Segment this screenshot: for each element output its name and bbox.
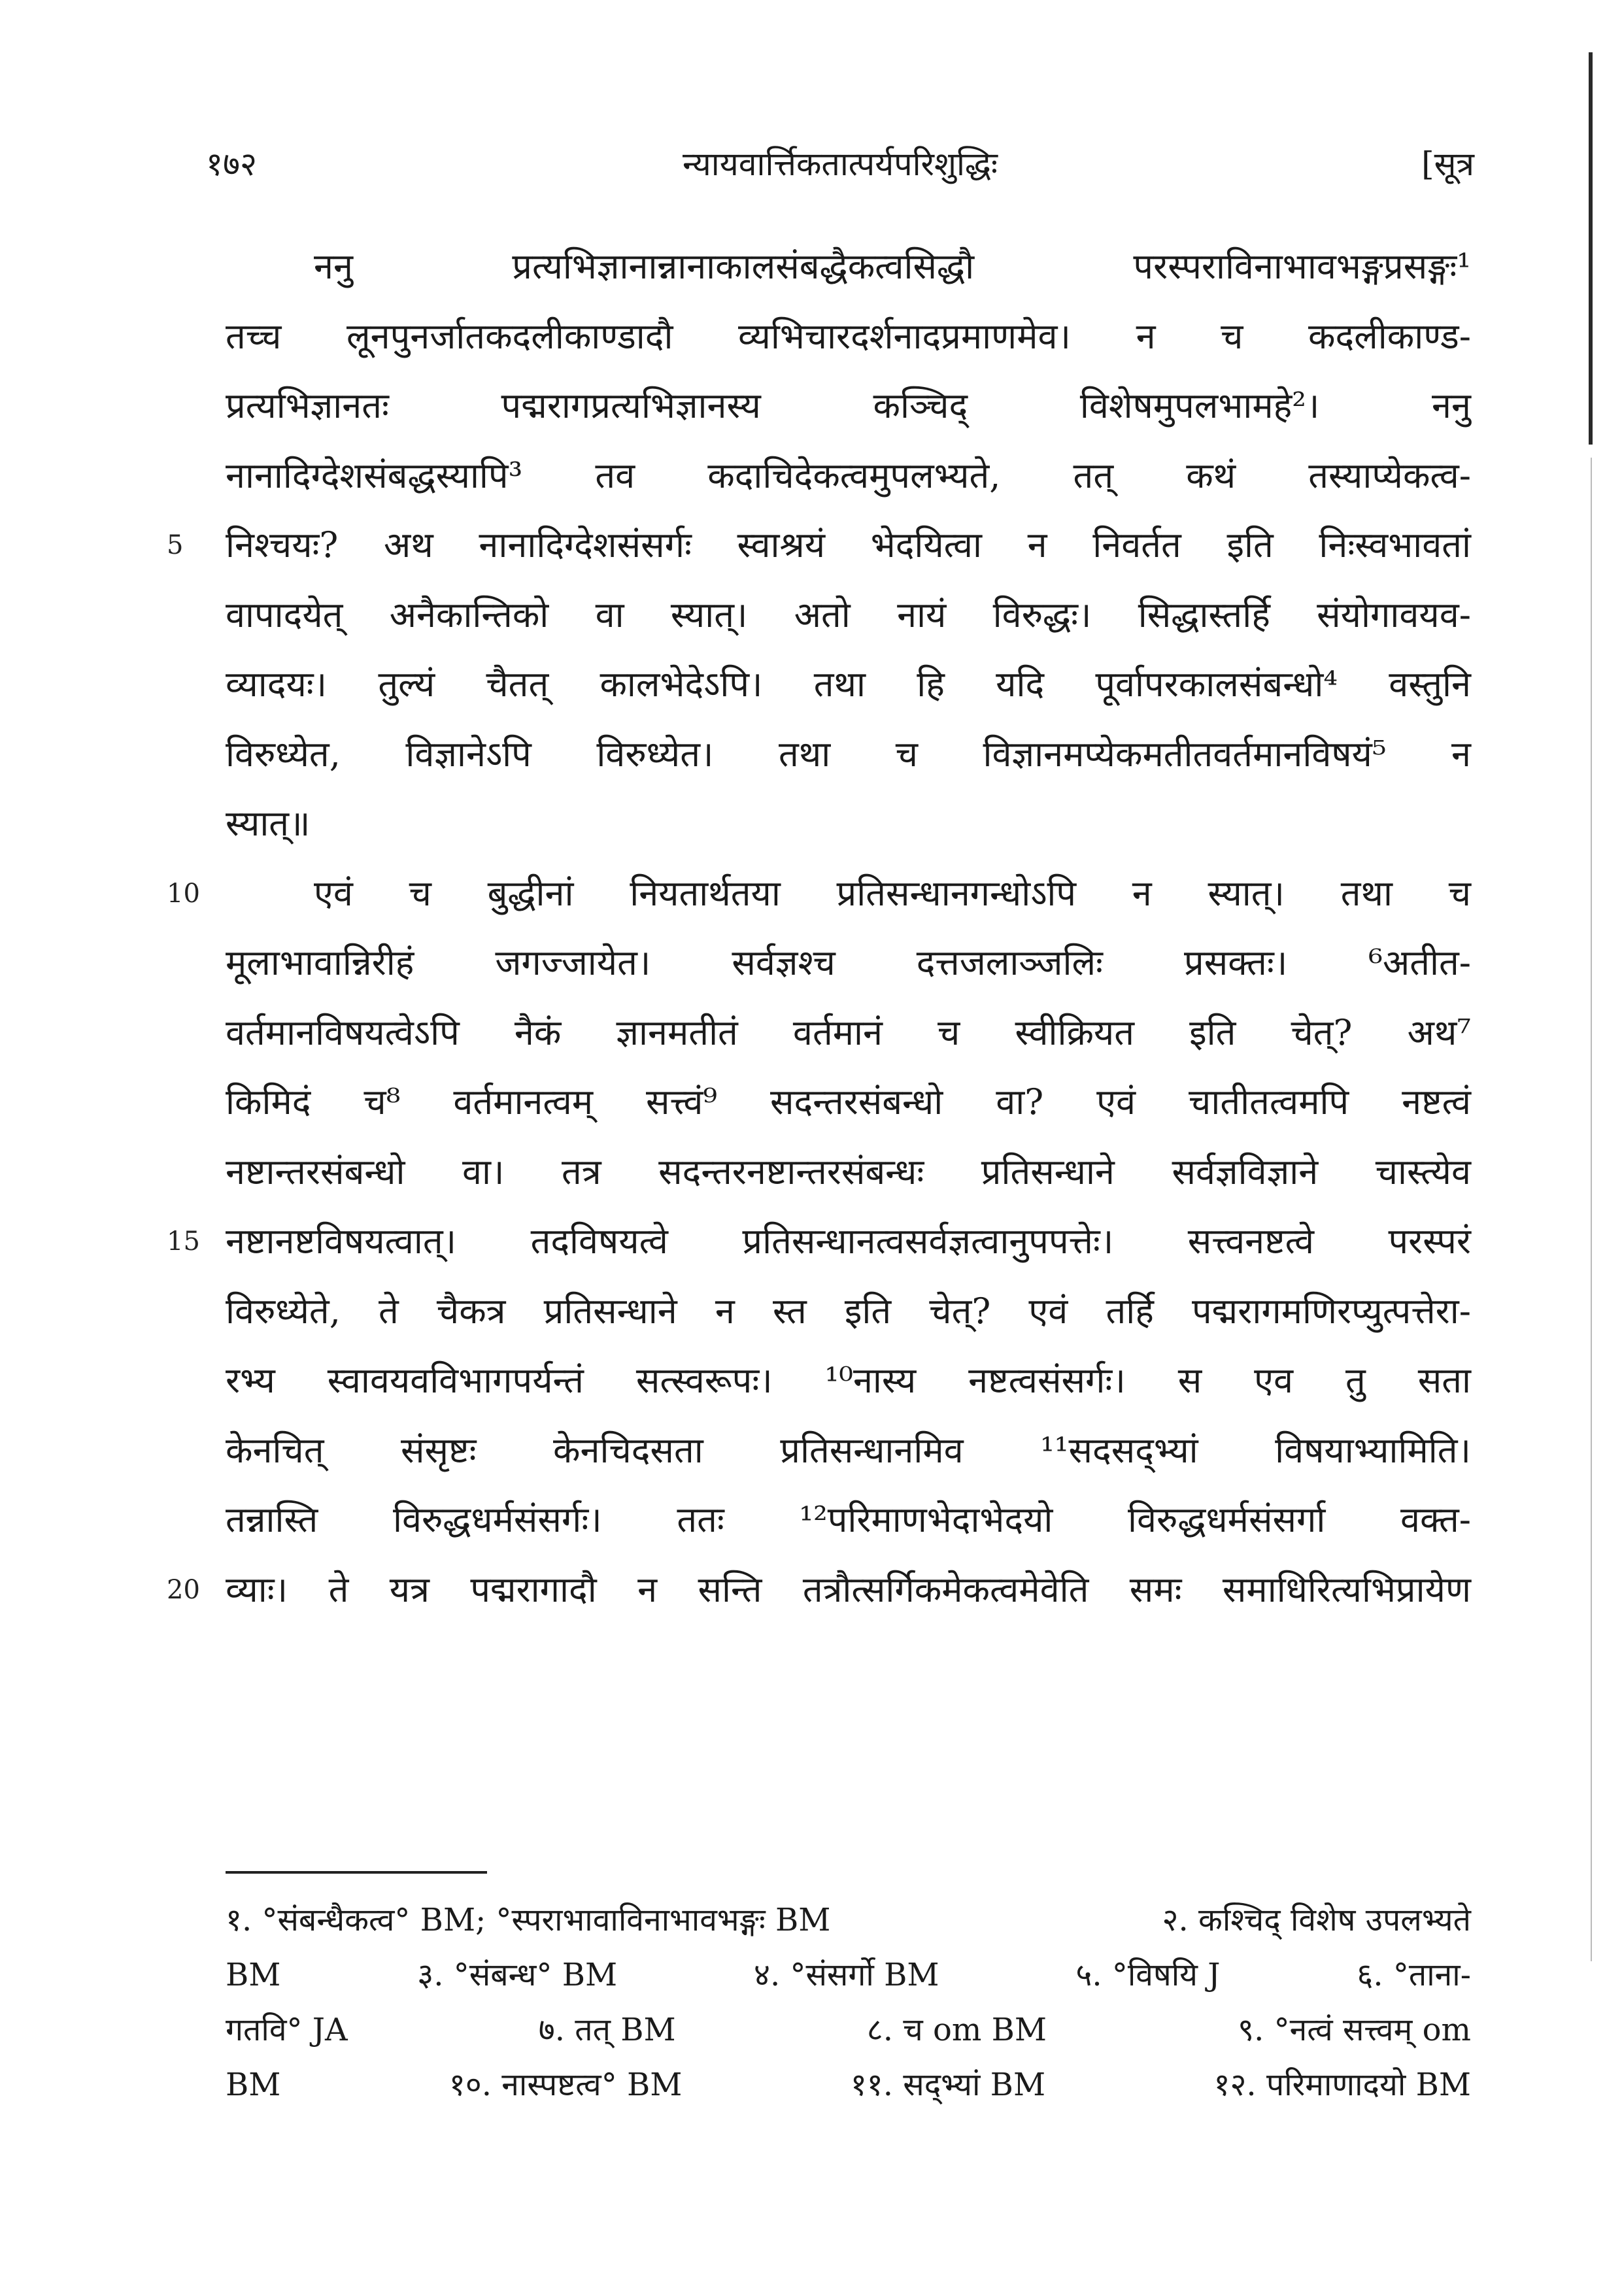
page-edge-shadow	[1591, 458, 1592, 1961]
line-number: 5	[167, 530, 184, 560]
text-line	[226, 302, 1471, 372]
footnote-entry: १. °संबन्धैकत्व° BM; °स्पराभावाविनाभावभङ्गः BM	[226, 1902, 831, 1938]
text-line	[226, 1416, 1471, 1486]
text-line	[226, 581, 1471, 650]
line-text: व्याः। ते यत्र पद्मरागादौ न सन्ति तत्रौत्सर्गिकमेकत्वमेवेति समः समाधिरित्यभिप्रायेण	[226, 1568, 1471, 1610]
line-text: किमिदं च⁸ वर्तमानत्वम् सत्त्वं⁹ सदन्तरसंबन्धो वा? एवं चातीतत्वमपि नष्टत्वं	[226, 1081, 1471, 1123]
footnote-entry: BM	[226, 2067, 281, 2103]
text-line	[226, 1138, 1471, 1207]
text-line	[226, 998, 1471, 1068]
text-line	[167, 511, 1471, 581]
line-number: 15	[167, 1226, 200, 1257]
footnote-line	[226, 1948, 1471, 2002]
footnote-line	[226, 1893, 1471, 1948]
line-number: 10	[167, 878, 200, 909]
footnote-line	[226, 2057, 1471, 2112]
line-text: ननु प्रत्यभिज्ञानान्नानाकालसंबद्धैकत्वसिद्धौ परस्पराविनाभावभङ्गप्रसङ्गः¹	[314, 246, 1471, 287]
footnote-entry: २. कश्चिद् विशेष उपलभ्यते	[1162, 1902, 1471, 1938]
page-number: १७२	[206, 145, 257, 183]
footnote-entry: ७. तत् BM	[538, 2012, 676, 2048]
line-text: नानादिग्देशसंबद्धस्यापि³ तव कदाचिदेकत्वमुपलभ्यते, तत् कथं तस्याप्येकत्व-	[226, 454, 1471, 496]
line-text: वर्तमानविषयत्वेऽपि नैकं ज्ञानमतीतं वर्तमानं च स्वीक्रियत इति चेत्? अथ⁷	[226, 1011, 1471, 1053]
footnote-entry: ११. सद्भ्यां BM	[850, 2067, 1046, 2103]
footnote-entry: गतवि° JA	[226, 2012, 348, 2048]
line-text: विरुध्येते, ते चैकत्र प्रतिसन्धाने न स्त इति चेत्? एवं तर्हि पद्मरागमणिरप्युत्पत्तेरा-	[226, 1290, 1471, 1332]
footnote-line	[226, 2002, 1471, 2057]
text-line	[226, 232, 1471, 302]
footnote-entry: BM	[226, 1957, 281, 1993]
line-text: तन्नास्ति विरुद्धधर्मसंसर्गः। ततः ¹²परिमाणभेदाभेदयो विरुद्धधर्मसंसर्गा वक्त-	[226, 1499, 1471, 1540]
text-line	[226, 720, 1471, 790]
text-line	[226, 1485, 1471, 1555]
footnote-rule	[226, 1871, 487, 1874]
text-line	[226, 1277, 1471, 1347]
running-title: न्यायवार्त्तिकतात्पर्यपरिशुद्धिः	[683, 145, 998, 183]
page-edge-mark	[1589, 52, 1593, 445]
line-text: व्यादयः। तुल्यं चैतत् कालभेदेऽपि। तथा हि यदि पूर्वापरकालसंबन्धो⁴ वस्तुनि	[226, 664, 1471, 705]
line-text: स्यात्॥	[226, 803, 311, 844]
text-line	[167, 859, 1471, 929]
footnote-entry: ३. °संबन्ध° BM	[417, 1957, 618, 1993]
line-text: तच्च लूनपुनर्जातकदलीकाण्डादौ व्यभिचारदर्शनादप्रमाणमेव। न च कदलीकाण्ड-	[226, 315, 1471, 357]
text-line	[226, 789, 1471, 859]
line-text: नष्टान्तरसंबन्धो वा। तत्र सदन्तरनष्टान्तरसंबन्धः प्रतिसन्धाने सर्वज्ञविज्ञाने चास्त्येव	[226, 1151, 1471, 1192]
line-text: वापादयेत् अनैकान्तिको वा स्यात्। अतो नायं विरुद्धः। सिद्धास्तर्हि संयोगावयव-	[226, 594, 1471, 635]
line-number: 20	[167, 1574, 200, 1605]
text-line	[226, 1068, 1471, 1138]
page-header	[206, 141, 1474, 199]
footnote-entry: ४. °संसर्गो BM	[754, 1957, 939, 1993]
text-line	[226, 650, 1471, 720]
main-text	[167, 232, 1471, 1625]
footnote-entry: १०. नास्पष्टत्व° BM	[448, 2067, 683, 2103]
footnote-entry: ८. च om BM	[866, 2012, 1047, 2048]
footnote-entry: १२. परिमाणादयो BM	[1213, 2067, 1471, 2103]
text-line	[167, 1207, 1471, 1277]
line-text: एवं च बुद्धीनां नियतार्थतया प्रतिसन्धानगन्धोऽपि न स्यात्। तथा च	[314, 872, 1471, 914]
line-text: रभ्य स्वावयवविभागपर्यन्तं सत्स्वरूपः। ¹⁰नास्य नष्टत्वसंसर्गः। स एव तु सता	[226, 1360, 1471, 1401]
text-line	[226, 928, 1471, 998]
footnote-entry: ९. °नत्वं सत्त्वम् om	[1238, 2012, 1471, 2048]
line-text: प्रत्यभिज्ञानतः पद्मरागप्रत्यभिज्ञानस्य कञ्चिद् विशेषमुपलभामहे²। ननु	[226, 385, 1471, 426]
footnotes	[226, 1893, 1471, 2112]
footnote-entry: ५. °विषयि J	[1075, 1957, 1221, 1993]
line-text: विरुध्येत, विज्ञानेऽपि विरुध्येत। तथा च विज्ञानमप्येकमतीतवर्तमानविषयं⁵ न	[226, 733, 1471, 775]
line-text: नष्टानष्टविषयत्वात्। तदविषयत्वे प्रतिसन्धानत्वसर्वज्ञत्वानुपपत्तेः। सत्त्वनष्टत्वे परस्परं	[226, 1221, 1471, 1262]
line-text: केनचित् संसृष्टः केनचिदसता प्रतिसन्धानमिव ¹¹सदसद्भ्यां विषयाभ्यामिति।	[226, 1429, 1471, 1471]
section-label: [सूत्र	[1421, 145, 1474, 183]
text-line	[167, 1555, 1471, 1625]
footnote-entry: ६. °ताना-	[1357, 1957, 1471, 1993]
text-line	[226, 441, 1471, 511]
text-line	[226, 1346, 1471, 1416]
text-line	[226, 371, 1471, 441]
line-text: मूलाभावान्निरीहं जगज्जायेत। सर्वज्ञश्च दत्तजलाञ्जलिः प्रसक्तः। ⁶अतीत-	[226, 942, 1471, 983]
line-text: निश्चयः? अथ नानादिग्देशसंसर्गः स्वाश्रयं भेदयित्वा न निवर्तत इति निःस्वभावतां	[226, 524, 1471, 566]
